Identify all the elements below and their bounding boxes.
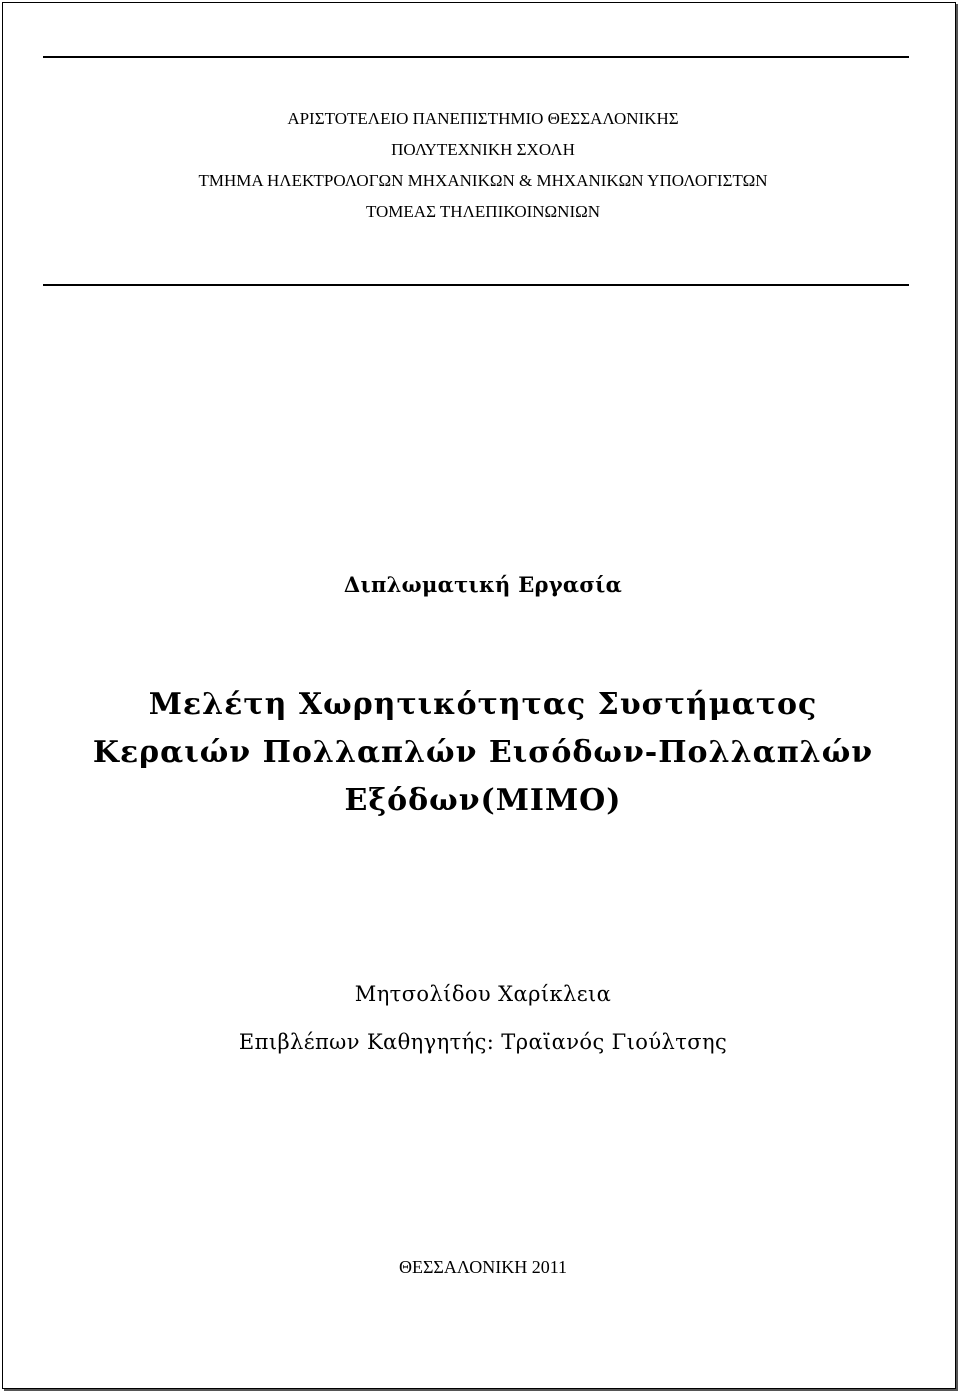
bottom-rule (43, 284, 909, 286)
institution-header (3, 103, 960, 227)
author-name: Μητσολίδου Χαρίκλεια (354, 982, 612, 1006)
school-name: ΠΟΛΥΤΕΧΝΙΚΗ ΣΧΟΛΗ (391, 140, 575, 159)
thesis-title (3, 681, 960, 825)
division-name: ΤΟΜΕΑΣ ΤΗΛΕΠΙΚΟΙΝΩΝΙΩΝ (365, 202, 601, 221)
department-name: ΤΜΗΜΑ ΗΛΕΚΤΡΟΛΟΓΩΝ ΜΗΧΑΝΙΚΩΝ & ΜΗΧΑΝΙΚΩΝ ΥΠΟΛΟΓΙΣΤΩΝ (198, 171, 768, 190)
university-name: ΑΡΙΣΤΟΤΕΛΕΙΟ ΠΑΝΕΠΙΣΤΗΜΙΟ ΘΕΣΣΑΛΟΝΙΚΗΣ (287, 109, 679, 128)
thesis-type: Διπλωματική Εργασία (343, 572, 623, 597)
title-line-3: Εξόδων(ΜΙΜΟ) (344, 783, 622, 818)
title-line-1: Μελέτη Χωρητικότητας Συστήματος (148, 687, 818, 722)
author-block (3, 970, 960, 1066)
top-rule (43, 56, 909, 58)
supervisor-line: Επιβλέπων Καθηγητής: Τραϊανός Γιούλτσης (238, 1030, 728, 1054)
page-frame (2, 2, 956, 1389)
title-line-2: Κεραιών Πολλαπλών Εισόδων-Πολλαπλών (92, 735, 874, 770)
place-and-year: ΘΕΣΣΑΛΟΝΙΚΗ 2011 (398, 1257, 568, 1277)
